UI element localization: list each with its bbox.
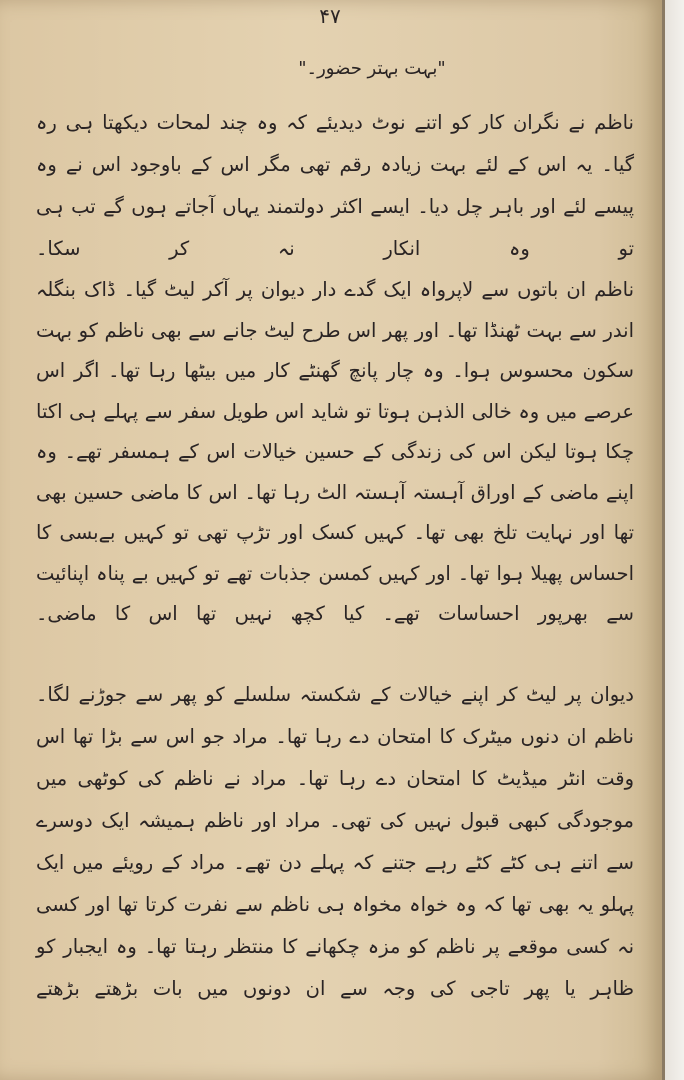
paragraph-1: ناظم نے نگران کار کو اتنے نوٹ دیدیئے کہ وہ چند لمحات دیکھتا ہی رہ گیا۔ یہ اس کے لئے بہت زیادہ رقم تھی مگر اس کے باوجود اس نے وہ پیسے لئے اور باہر چل دیا۔ ایسے اکثر دولتمند یہاں آجاتے ہوں گے تب ہی تو وہ انکار نہ کر سکا۔	[36, 111, 634, 260]
paragraph-4: ناظم ان دنوں میٹرک کا امتحان دے رہا تھا۔ مراد جو اس سے بڑا تھا اس وقت انٹر میڈیٹ کا امتحان دے رہا تھا۔ مراد نے ناظم کی کوٹھی میں موجودگی کبھی قبول نہیں کی تھی۔ مراد اور ناظم ہمیشہ ایک دوسرے سے اتنے ہی کٹے کٹے رہے جتنے کہ پہلے دن تھے۔ مراد کے رویئے میں ایک پہلو یہ بھی تھا کہ وہ خواہ مخواہ ہی ناظم سے نفرت کرتا تھا اور کسی نہ کسی موقعے پر ناظم کو مزہ چکھانے کا منتظر رہتا تھا۔ وہ ایجبار کو ظاہر یا پھر تاجی کی وجہ سے ان دونوں میں بات بڑھتے بڑھتے	[36, 725, 634, 1000]
page-number: ۴۷	[319, 4, 341, 28]
paragraph-3: دیوان پر لیٹ کر اپنے خیالات کے شکستہ سلسلے کو پھر سے جوڑنے لگا۔	[36, 683, 634, 706]
dialogue-heading: "بہت بہتر حضور۔"	[298, 58, 446, 79]
adjacent-page-edge	[665, 0, 684, 1080]
paragraph-2: ناظم ان باتوں سے لاپرواہ ایک گدے دار دیوان پر آکر لیٹ گیا۔ ڈاک بنگلہ اندر سے بہت ٹھنڈا تھا۔ اور پھر اس طرح لیٹ جانے سے بھی ناظم کو بہت سکون محسوس ہوا۔ وہ چار پانچ گھنٹے کار میں بیٹھا رہا تھا۔ اگر اس عرصے میں وہ خالی الذہن ہوتا تو شاید اس طویل سفر سے پہلے ہی اکتا چکا ہوتا لیکن اس کی زندگی کے حسین خیالات اس کے ہمسفر تھے۔ وہ اپنے ماضی کے اوراق آہستہ آہستہ الٹ رہا تھا۔ اس کا ماضی حسین بھی تھا اور نہایت تلخ بھی تھا۔ کہیں کسک اور تڑپ تھی تو کہیں بےبسی کا احساس پھیلا ہوا تھا۔ اور کہیں کمسن جذبات تھے تو کہیں بے پناہ اپنائیت سے بھرپور احساسات تھے۔ کیا کچھ نہیں تھا اس کا ماضی۔	[36, 278, 634, 625]
